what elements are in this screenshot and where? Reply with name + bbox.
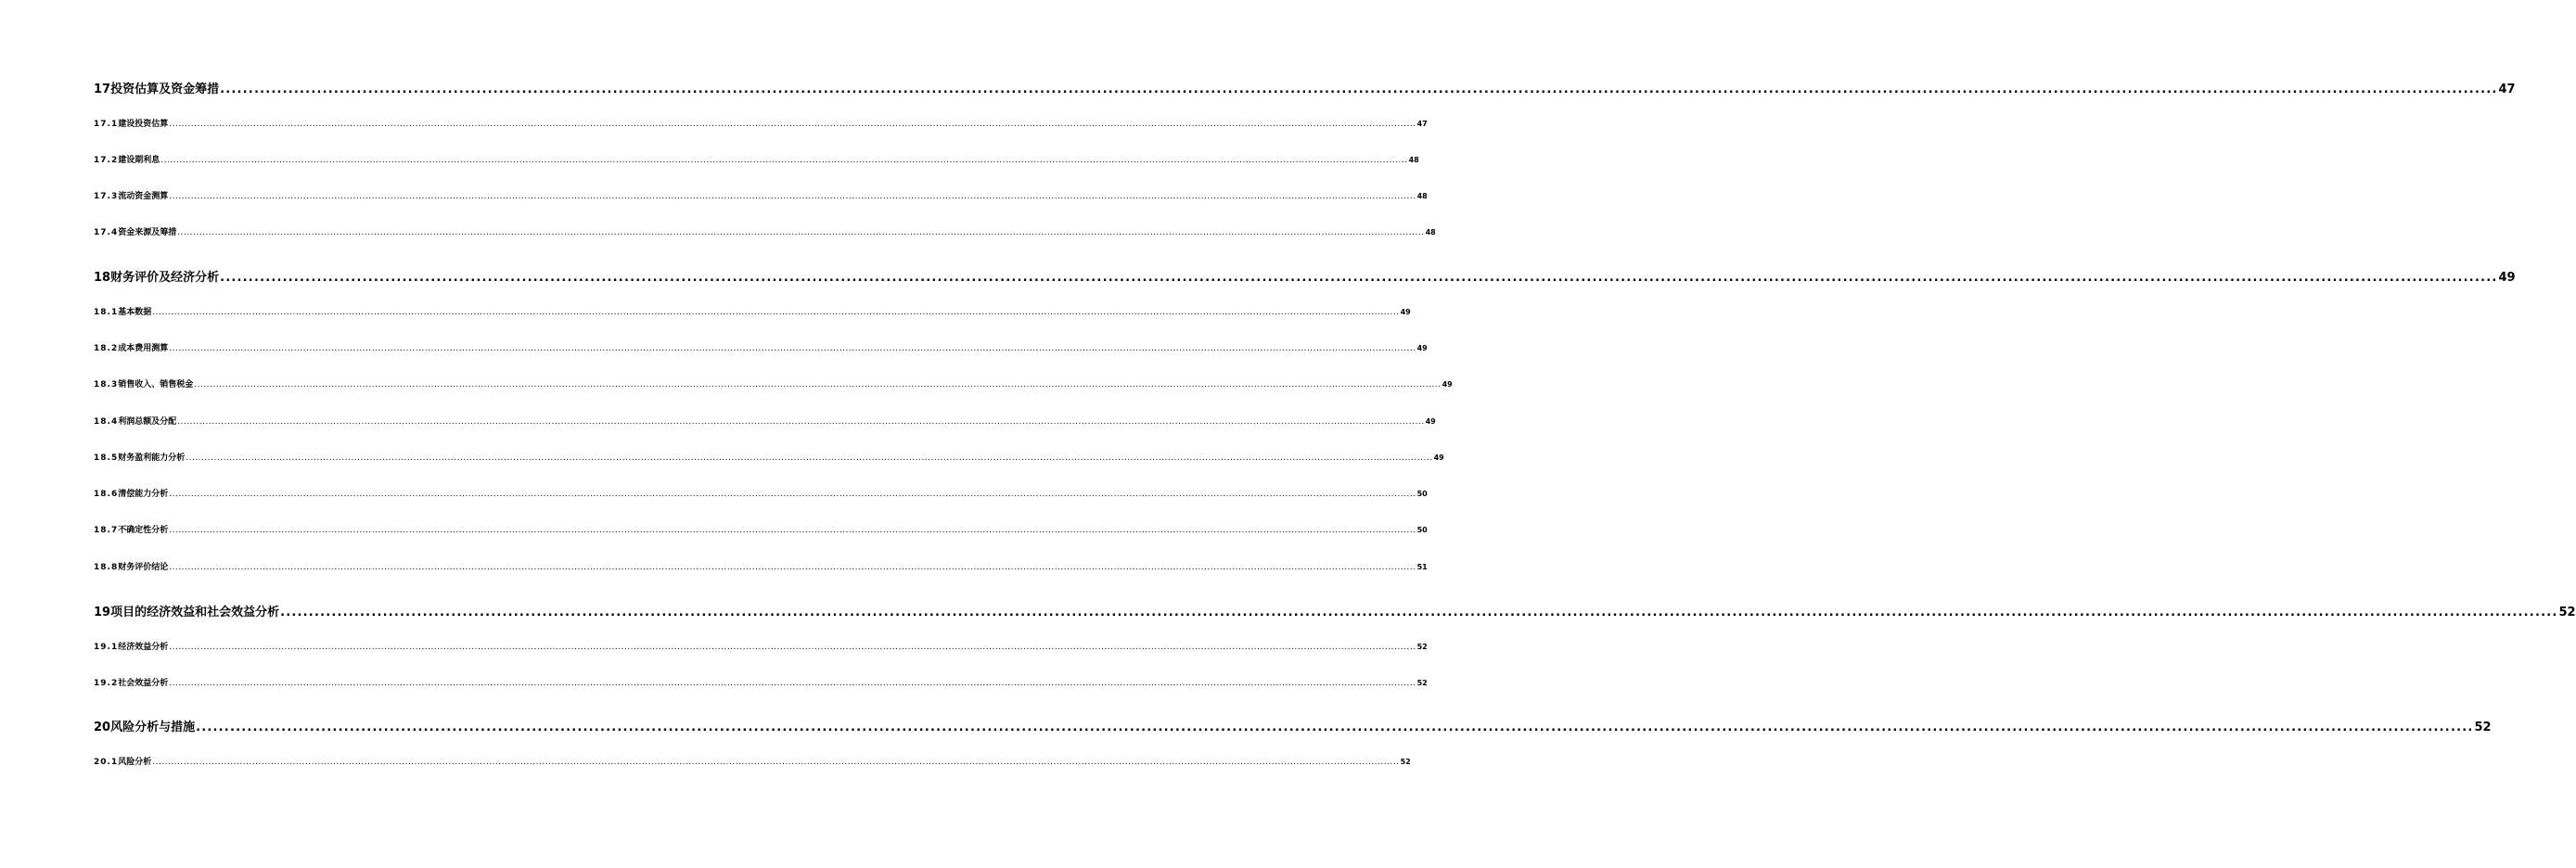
toc-entry-number: 18.3 bbox=[94, 380, 119, 389]
dot-leader: ................................................................................................................................................................................................................................................................................................................................................................................................................ bbox=[169, 526, 1416, 535]
toc-entry-number: 18 bbox=[94, 271, 111, 285]
toc-entry-page-number: 52 bbox=[2558, 606, 2576, 619]
toc-entry-number: 18.7 bbox=[94, 526, 119, 535]
toc-entry-page-number: 52 bbox=[2474, 721, 2492, 734]
dot-leader: ................................................................................................................................................................................................................................................................................................................................................................................................................ bbox=[220, 271, 2498, 285]
toc-entry-page-number: 49 bbox=[2498, 271, 2516, 285]
toc-section-entry[interactable] bbox=[94, 640, 1428, 652]
toc-entry-page-number: 48 bbox=[1425, 228, 1436, 236]
toc-chapter-entry[interactable] bbox=[94, 79, 2516, 96]
toc-entry-page-number: 49 bbox=[1400, 308, 1411, 316]
toc-entry-number: 19.2 bbox=[94, 679, 119, 688]
toc-entry-page-number: 47 bbox=[2498, 83, 2516, 96]
dot-leader: ................................................................................................................................................................................................................................................................................................................................................................................................................ bbox=[194, 380, 1442, 389]
toc-entry-page-number: 50 bbox=[1416, 490, 1428, 498]
dot-leader: ................................................................................................................................................................................................................................................................................................................................................................................................................ bbox=[169, 679, 1416, 688]
toc-entry-number: 18.2 bbox=[94, 344, 119, 353]
dot-leader: ................................................................................................................................................................................................................................................................................................................................................................................................................ bbox=[220, 83, 2498, 96]
dot-leader: ................................................................................................................................................................................................................................................................................................................................................................................................................ bbox=[169, 344, 1416, 353]
toc-entry-page-number: 48 bbox=[1408, 156, 1419, 164]
toc-section-entry[interactable] bbox=[94, 523, 1428, 535]
dot-leader: ................................................................................................................................................................................................................................................................................................................................................................................................................ bbox=[186, 453, 1433, 463]
dot-leader: ................................................................................................................................................................................................................................................................................................................................................................................................................ bbox=[169, 490, 1416, 499]
toc-entry-number: 17.1 bbox=[94, 120, 119, 129]
toc-entry-title: 经济效益分析 bbox=[118, 643, 169, 652]
toc-entry-number: 20 bbox=[94, 721, 111, 734]
dot-leader: ................................................................................................................................................................................................................................................................................................................................................................................................................ bbox=[160, 156, 1408, 165]
toc-section-entry[interactable] bbox=[94, 487, 1428, 499]
toc-entry-title: 财务评价及经济分析 bbox=[110, 271, 220, 285]
toc-entry-title: 建设期利息 bbox=[118, 156, 160, 165]
toc-section-entry[interactable] bbox=[94, 153, 1419, 165]
toc-section-entry[interactable] bbox=[94, 117, 1428, 129]
toc-entry-page-number: 49 bbox=[1416, 344, 1428, 352]
toc-entry-title: 利润总额及分配 bbox=[118, 417, 177, 427]
toc-entry-number: 18.6 bbox=[94, 490, 119, 499]
toc-entry-title: 清偿能力分析 bbox=[118, 490, 169, 499]
toc-section-entry[interactable] bbox=[94, 225, 1436, 237]
dot-leader: ................................................................................................................................................................................................................................................................................................................................................................................................................ bbox=[196, 721, 2474, 734]
toc-entry-page-number: 52 bbox=[1416, 643, 1428, 651]
dot-leader: ................................................................................................................................................................................................................................................................................................................................................................................................................ bbox=[152, 308, 1400, 317]
toc-section-entry[interactable] bbox=[94, 341, 1428, 353]
dot-leader: ................................................................................................................................................................................................................................................................................................................................................................................................................ bbox=[169, 643, 1416, 652]
toc-entry-number: 17 bbox=[94, 83, 111, 96]
toc-entry-number: 18.4 bbox=[94, 417, 119, 427]
toc-entry-number: 20.1 bbox=[94, 758, 119, 767]
toc-entry-title: 基本数据 bbox=[118, 308, 152, 317]
toc-entry-title: 财务评价结论 bbox=[118, 563, 169, 572]
toc-section-entry[interactable] bbox=[94, 305, 1411, 317]
toc-entry-page-number: 50 bbox=[1416, 526, 1428, 534]
toc-entry-title: 成本费用测算 bbox=[118, 344, 169, 353]
toc-entry-title: 不确定性分析 bbox=[118, 526, 169, 535]
toc-entry-title: 项目的经济效益和社会效益分析 bbox=[110, 606, 280, 619]
toc-entry-number: 18.5 bbox=[94, 453, 119, 463]
toc-entry-number: 18.8 bbox=[94, 563, 119, 572]
dot-leader: ................................................................................................................................................................................................................................................................................................................................................................................................................ bbox=[169, 120, 1416, 129]
toc-section-entry[interactable] bbox=[94, 560, 1428, 572]
toc-entry-page-number: 49 bbox=[1425, 417, 1436, 426]
dot-leader: ................................................................................................................................................................................................................................................................................................................................................................................................................ bbox=[169, 192, 1416, 201]
toc-entry-number: 17.3 bbox=[94, 192, 119, 201]
dot-leader: ................................................................................................................................................................................................................................................................................................................................................................................................................ bbox=[177, 417, 1425, 427]
toc-section-entry[interactable] bbox=[94, 755, 1411, 767]
toc-section-entry[interactable] bbox=[94, 676, 1428, 688]
toc-entry-title: 风险分析与措施 bbox=[110, 721, 196, 734]
toc-entry-title: 建设投资估算 bbox=[118, 120, 169, 129]
dot-leader: ................................................................................................................................................................................................................................................................................................................................................................................................................ bbox=[177, 228, 1425, 237]
toc-entry-number: 19.1 bbox=[94, 643, 119, 652]
toc-entry-title: 社会效益分析 bbox=[118, 679, 169, 688]
toc-entry-title: 资金来源及筹措 bbox=[118, 228, 177, 237]
toc-entry-number: 17.4 bbox=[94, 228, 119, 237]
toc-entry-number: 18.1 bbox=[94, 308, 119, 317]
toc-entry-page-number: 51 bbox=[1416, 563, 1428, 571]
toc-section-entry[interactable] bbox=[94, 451, 1444, 463]
toc-entry-title: 财务盈利能力分析 bbox=[118, 453, 186, 463]
toc-section-entry[interactable] bbox=[94, 189, 1428, 201]
toc-entry-page-number: 47 bbox=[1416, 120, 1428, 128]
toc-chapter-entry[interactable] bbox=[94, 602, 2576, 619]
toc-entry-title: 流动资金测算 bbox=[118, 192, 169, 201]
toc-entry-title: 投资估算及资金筹措 bbox=[110, 83, 220, 96]
toc-section-entry[interactable] bbox=[94, 377, 1453, 389]
toc-section-entry[interactable] bbox=[94, 415, 1436, 427]
toc-chapter-entry[interactable] bbox=[94, 267, 2516, 285]
toc-entry-page-number: 49 bbox=[1433, 453, 1444, 462]
dot-leader: ................................................................................................................................................................................................................................................................................................................................................................................................................ bbox=[152, 758, 1400, 767]
toc-chapter-entry[interactable] bbox=[94, 717, 2492, 734]
dot-leader: ................................................................................................................................................................................................................................................................................................................................................................................................................ bbox=[280, 606, 2558, 619]
toc-entry-page-number: 52 bbox=[1400, 758, 1411, 766]
toc-entry-number: 19 bbox=[94, 606, 111, 619]
toc-entry-page-number: 48 bbox=[1416, 192, 1428, 200]
toc-entry-title: 销售收入、销售税金 bbox=[118, 380, 194, 389]
toc-entry-title: 风险分析 bbox=[118, 758, 152, 767]
dot-leader: ................................................................................................................................................................................................................................................................................................................................................................................................................ bbox=[169, 563, 1416, 572]
toc-entry-number: 17.2 bbox=[94, 156, 119, 165]
toc-entry-page-number: 49 bbox=[1442, 380, 1453, 389]
toc-entry-page-number: 52 bbox=[1416, 679, 1428, 687]
